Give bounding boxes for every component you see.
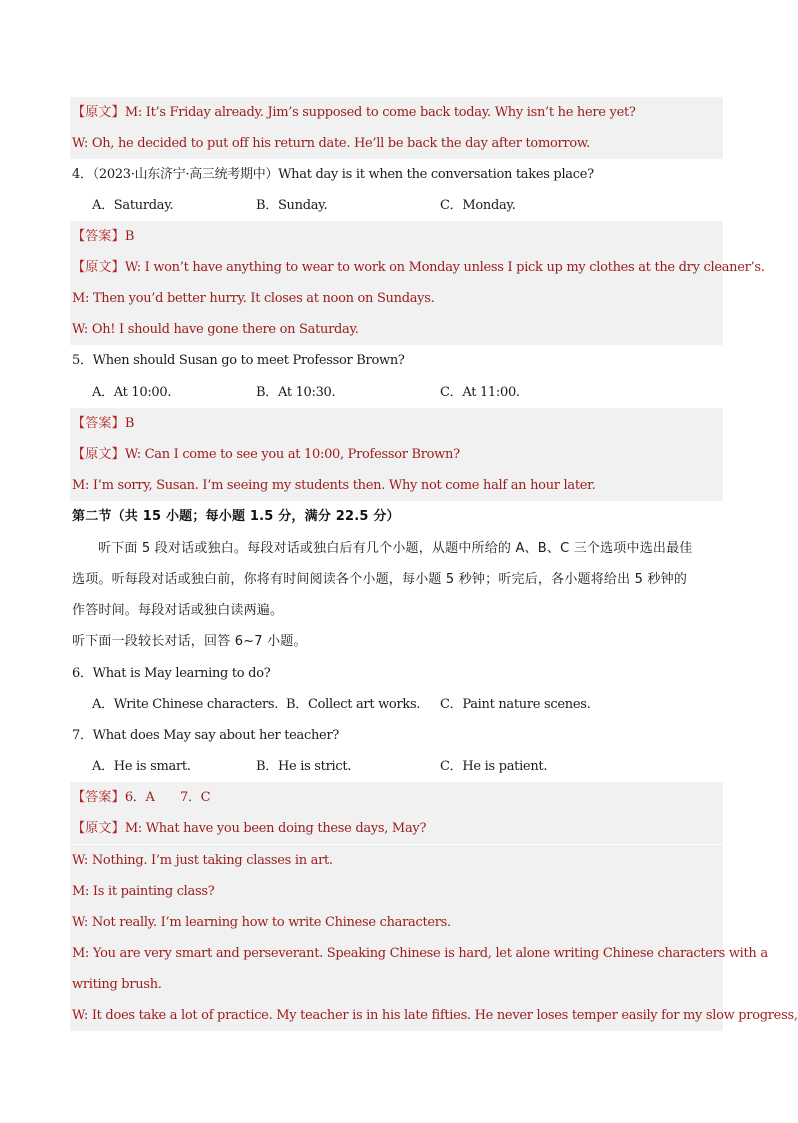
answer-text: B [124, 416, 135, 431]
answer-text: 6．A 7．C [124, 790, 211, 805]
transcript-line [70, 97, 723, 128]
question-7-options [70, 751, 723, 782]
instructions-line: 听下面 5 段对话或独白。每段对话或独白后有几个小题，从题中所给的 A、B、C 三个选项中选出最佳 [98, 541, 693, 556]
option-a: A．He is smart. [92, 759, 191, 774]
question-6-options [70, 689, 723, 720]
question-4 [70, 159, 723, 190]
transcript-text: W: Not really. I’m learning how to write Chinese characters. [72, 915, 451, 930]
option-c: C．Monday. [440, 198, 516, 213]
question-6 [70, 658, 723, 689]
option-b: B．Collect art works. [286, 697, 421, 712]
option-c: C．He is patient. [440, 759, 548, 774]
transcript-line [70, 969, 723, 1000]
transcript-line [70, 252, 765, 283]
option-a: A．At 10:00. [92, 385, 172, 400]
question-5-options [70, 377, 723, 408]
transcript-tag: 【原文】 [72, 105, 125, 120]
option-b: B．At 10:30. [256, 385, 336, 400]
transcript-text: M: It’s Friday already. Jim’s supposed to come back today. Why isn’t he here yet? [124, 105, 636, 120]
answer-line [70, 221, 723, 252]
transcript-text: M: Is it painting class? [72, 884, 215, 899]
option-a: A．Saturday. [92, 198, 174, 213]
instructions-paragraph [70, 533, 723, 564]
answer-tag: 【答案】 [72, 790, 125, 805]
transcript-text: W: I won’t have anything to wear to work on Monday unless I pick up my clothes at the dry cleaner’s. [124, 260, 765, 275]
transcript-line [70, 938, 768, 969]
transcript-line [70, 876, 723, 907]
option-c: C．Paint nature scenes. [440, 697, 591, 712]
option-c: C．At 11:00. [440, 385, 520, 400]
instructions-line: 作答时间。每段对话或独白读两遍。 [72, 603, 284, 618]
transcript-text: W: Nothing. I’m just taking classes in art. [72, 853, 333, 868]
question-4-options [70, 190, 723, 221]
transcript-text: M: I’m sorry, Susan. I’m seeing my students then. Why not come half an hour later. [72, 478, 596, 493]
option-b: B．Sunday. [256, 198, 328, 213]
transcript-line [70, 283, 723, 314]
question-5 [70, 345, 723, 376]
answer-line [70, 408, 723, 439]
transcript-tag: 【原文】 [72, 260, 125, 275]
transcript-line [70, 845, 723, 876]
transcript-text: writing brush. [72, 977, 162, 992]
answer-line [70, 782, 723, 813]
transcript-line [70, 470, 723, 501]
transcript-text: M: Then you’d better hurry. It closes at noon on Sundays. [72, 291, 435, 306]
transcript-text: M: What have you been doing these days, May? [124, 821, 427, 836]
transcript-text: W: Oh! I should have gone there on Saturday. [72, 322, 359, 337]
instructions-paragraph [70, 595, 723, 626]
transcript-line [70, 1000, 798, 1031]
question-text: 4．（2023·山东济宁·高三统考期中）What day is it when the conversation takes place? [72, 167, 594, 182]
transcript-text: W: It does take a lot of practice. My teacher is in his late fifties. He never loses temper easily for my slow progress, [72, 1008, 798, 1023]
option-b: B．He is strict. [256, 759, 352, 774]
transcript-line [70, 907, 723, 938]
section-heading [70, 501, 723, 532]
instructions-paragraph [70, 626, 723, 657]
transcript-text: W: Oh, he decided to put off his return date. He’ll be back the day after tomorrow. [72, 136, 590, 151]
transcript-tag: 【原文】 [72, 821, 125, 836]
transcript-tag: 【原文】 [72, 447, 125, 462]
transcript-text: W: Can I come to see you at 10:00, Professor Brown? [124, 447, 460, 462]
question-text: 7．What does May say about her teacher? [72, 728, 340, 743]
option-a: A．Write Chinese characters. [92, 697, 279, 712]
answer-tag: 【答案】 [72, 229, 125, 244]
transcript-line [70, 813, 723, 844]
section-title: 第二节（共 15 小题；每小题 1.5 分，满分 22.5 分） [72, 509, 400, 524]
answer-tag: 【答案】 [72, 416, 125, 431]
question-7 [70, 720, 723, 751]
instructions-paragraph [70, 564, 723, 595]
transcript-line [70, 314, 723, 345]
question-text: 6．What is May learning to do? [72, 666, 271, 681]
transcript-line [70, 439, 723, 470]
instructions-line: 选项。听每段对话或独白前，你将有时间阅读各个小题，每小题 5 秒钟；听完后，各小题将给出 5 秒钟的 [72, 572, 688, 587]
question-text: 5．When should Susan go to meet Professor Brown? [72, 353, 405, 368]
transcript-text: M: You are very smart and perseverant. Speaking Chinese is hard, let alone writing Chinese characters with a [72, 946, 768, 961]
answer-text: B [124, 229, 135, 244]
instructions-line: 听下面一段较长对话，回答 6~7 小题。 [72, 634, 307, 649]
transcript-line [70, 128, 723, 159]
